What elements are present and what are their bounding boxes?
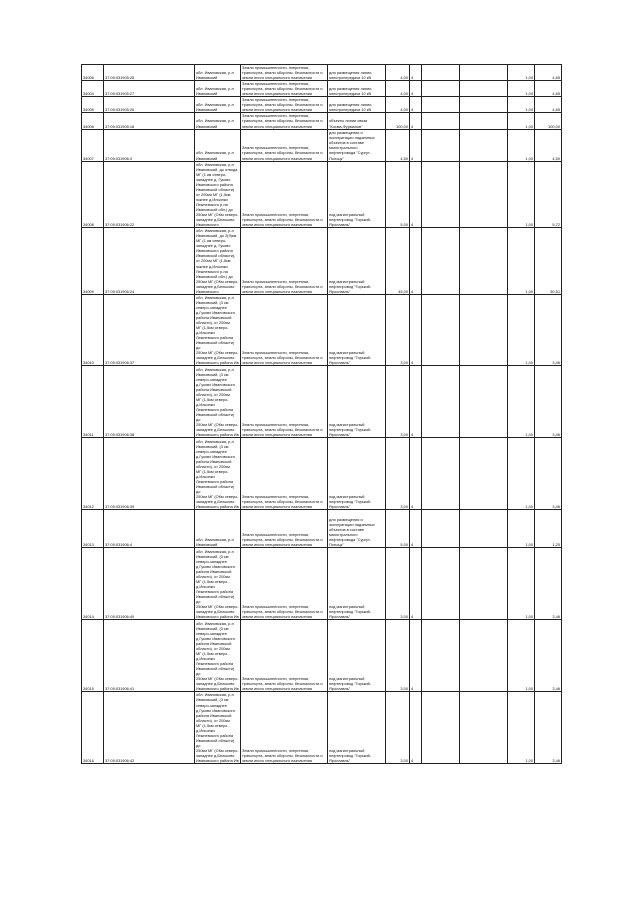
empty-cell xyxy=(422,161,460,228)
unit-code: 4 xyxy=(410,294,422,366)
sum: 50,51 xyxy=(535,228,562,295)
address: обл. Ивановская, р-н Ивановский xyxy=(195,113,241,129)
address: обл. Ивановская, р-н Ивановский, (3 км северо-западнее д.Гуково Ивановского района Ивановской области), от 200км МГ (1,5км северо- д.Ильинки Лежневского района Ивановской области) до 250км МГ (ОКм северо- западнее д.Бельково Ивановского района Ив xyxy=(196,620,239,692)
permitted-use: под магистральный нефтепровод "Горький- Ярославль" xyxy=(328,294,386,366)
empty-cell xyxy=(460,548,508,620)
permitted-use: под магистральный нефтепровод "Горький- Ярославль" xyxy=(328,548,386,620)
table-row xyxy=(82,620,562,692)
area: 3,00 xyxy=(386,294,410,366)
table-row xyxy=(82,161,562,228)
table-row xyxy=(82,366,562,438)
empty-cell xyxy=(460,81,508,97)
area: 45,00 xyxy=(386,228,410,295)
table-body xyxy=(82,65,562,764)
sum: 5,72 xyxy=(535,161,562,228)
unit-code: 4 xyxy=(410,228,422,295)
empty-cell xyxy=(460,510,508,548)
cadastral-number: 37:05:031905:26 xyxy=(104,97,195,113)
empty-cell xyxy=(460,161,508,228)
row-id: 34014 xyxy=(82,548,104,620)
land-category: Земли промышленности, энергетики, транспорта, земли обороны, безопасности и земли иного специального назначения xyxy=(241,161,328,228)
unit-code: 4 xyxy=(410,438,422,510)
table-row xyxy=(82,692,562,764)
sum: 4,65 xyxy=(535,81,562,97)
area: 5,00 xyxy=(386,510,410,548)
cadastral-number: 37:05:031906:39 xyxy=(104,438,195,510)
rate: 1,00 xyxy=(508,161,535,228)
address: обл. Ивановская, р-н Ивановский xyxy=(195,510,241,548)
rate: 1,00 xyxy=(508,692,535,764)
rate: 1,00 xyxy=(508,129,535,161)
land-category: Земли промышленности, энергетики, транспорта, земли обороны, безопасности и земли иного специального назначения xyxy=(241,97,328,113)
sum: 1,25 xyxy=(535,510,562,548)
permitted-use: под магистральный нефтепровод "Горький- Ярославль" xyxy=(328,161,386,228)
area: 4,00 xyxy=(386,81,410,97)
row-id: 34008 xyxy=(82,161,104,228)
unit-code: 4 xyxy=(410,113,422,129)
address: обл. Ивановская, р-н Ивановский xyxy=(195,81,241,97)
permitted-use: под магистральный нефтепровод "Горький- Ярославль" xyxy=(328,620,386,692)
permitted-use: для размещения линии электропередачи 10 кВ xyxy=(328,81,386,97)
table-row xyxy=(82,438,562,510)
row-id: 34007 xyxy=(82,129,104,161)
table-row xyxy=(82,294,562,366)
land-category: Земли промышленности, энергетики, транспорта, земли обороны, безопасности и земли иного специального назначения xyxy=(241,294,328,366)
rate: 1,00 xyxy=(508,548,535,620)
empty-cell xyxy=(460,294,508,366)
empty-cell xyxy=(422,228,460,295)
unit-code: 4 xyxy=(410,510,422,548)
row-id: 34015 xyxy=(82,620,104,692)
empty-cell xyxy=(422,294,460,366)
row-id: 34009 xyxy=(82,228,104,295)
table-row xyxy=(82,81,562,97)
empty-cell xyxy=(460,113,508,129)
rate: 1,00 xyxy=(508,438,535,510)
cadastral-number: 37:05:031905:18 xyxy=(104,113,195,129)
empty-cell xyxy=(422,65,460,81)
empty-cell xyxy=(460,692,508,764)
empty-cell xyxy=(422,510,460,548)
cadastral-number: 37:05:031906:4 xyxy=(104,510,195,548)
address: обл. Ивановская, р-н Ивановский xyxy=(195,97,241,113)
unit-code: 4 xyxy=(410,81,422,97)
empty-cell xyxy=(460,129,508,161)
area: 3,00 xyxy=(386,438,410,510)
table-row xyxy=(82,129,562,161)
empty-cell xyxy=(422,548,460,620)
table-row xyxy=(82,65,562,81)
area: 3,00 xyxy=(386,548,410,620)
empty-cell xyxy=(422,97,460,113)
cadastral-number: 37:05:031906:42 xyxy=(104,692,195,764)
document-sheet xyxy=(81,64,561,764)
rate: 1,00 xyxy=(508,113,535,129)
row-id: 34005 xyxy=(82,97,104,113)
sum: 3,46 xyxy=(535,438,562,510)
sum: 3,46 xyxy=(535,548,562,620)
land-category: Земли промышленности, энергетики, транспорта, земли обороны, безопасности и земли иного специального назначения xyxy=(241,113,328,129)
address: обл. Ивановская, р-н Ивановский, (3 км северо-западнее д.Гуково Ивановского района Ивановской области), от 200км МГ (1,5км северо- д.Ильинки Лежневского района Ивановской области) до 250км МГ (ОКм северо- западнее д.Бельково Ивановского района Ив xyxy=(196,548,239,620)
cadastral-number: 37:05:031906:37 xyxy=(104,294,195,366)
empty-cell xyxy=(422,81,460,97)
row-id: 34011 xyxy=(82,366,104,438)
address: обл. Ивановская, р-н Ивановский, (3 км северо-западнее д.Гуково Ивановского района Ивановской области), от 200км МГ (1,5км северо- д.Ильинки Лежневского района Ивановской области) до 250км МГ (ОКм северо- западнее д.Бельково Ивановского района Ив xyxy=(196,692,239,764)
rate: 1,00 xyxy=(508,620,535,692)
sum: 100,00 xyxy=(535,113,562,129)
cadastral-number: 37:05:031906:22 xyxy=(104,161,195,228)
row-id: 34006 xyxy=(82,113,104,129)
area: 100,00 xyxy=(386,113,410,129)
cadastral-number: 37:05:031905:27 xyxy=(104,81,195,97)
empty-cell xyxy=(422,692,460,764)
empty-cell xyxy=(422,113,460,129)
empty-cell xyxy=(460,97,508,113)
sum: 4,65 xyxy=(535,97,562,113)
empty-cell xyxy=(422,438,460,510)
unit-code: 4 xyxy=(410,548,422,620)
address: обл. Ивановская, р-н Ивановский xyxy=(195,129,241,161)
table-row xyxy=(82,97,562,113)
unit-code: 4 xyxy=(410,65,422,81)
cadastral-number: 37:05:031906:41 xyxy=(104,620,195,692)
sum: 3,46 xyxy=(535,620,562,692)
empty-cell xyxy=(460,65,508,81)
empty-cell xyxy=(460,228,508,295)
sum: 4,50 xyxy=(535,129,562,161)
permitted-use: объекты линии связи "Кохма-Фурманов" xyxy=(328,113,386,129)
land-category: Земли промышленности, энергетики, транспорта, земли обороны, безопасности и земли иного специального назначения xyxy=(241,65,328,81)
area: 4,00 xyxy=(386,65,410,81)
sum: 3,46 xyxy=(535,366,562,438)
land-category: Земли промышленности, энергетики, транспорта, земли обороны, безопасности и земли иного специального назначения xyxy=(241,548,328,620)
land-category: Земли промышленности, энергетики, транспорта, земли обороны, безопасности и земли иного специального назначения xyxy=(241,692,328,764)
table-row xyxy=(82,113,562,129)
permitted-use: для размещения и эксплуатации надземных объектов в составе магистрального нефтепровода "Сургут- Полоцк" xyxy=(328,129,386,161)
land-category: Земли промышленности, энергетики, транспорта, земли обороны, безопасности и земли иного специального назначения xyxy=(241,129,328,161)
area: 4,00 xyxy=(386,97,410,113)
area: 5,00 xyxy=(386,161,410,228)
row-id: 34010 xyxy=(82,294,104,366)
empty-cell xyxy=(422,620,460,692)
cadastral-number: 37:05:031906:40 xyxy=(104,548,195,620)
row-id: 34006 xyxy=(82,65,104,81)
empty-cell xyxy=(460,366,508,438)
permitted-use: для размещения линии электропередачи 10 кВ xyxy=(328,65,386,81)
address: обл. Ивановская, р-н Ивановский, (3 км северо-западнее д.Гуково Ивановского района Ивановской области), от 200км МГ (1,5км северо- д.Ильинки Лежневского района Ивановской области) до 250км МГ (ОКм северо- западнее д.Бельково Ивановского района Ив xyxy=(196,366,239,438)
row-id: 34016 xyxy=(82,692,104,764)
address: обл. Ивановская, р-н Ивановский xyxy=(195,65,241,81)
area: 3,00 xyxy=(386,366,410,438)
land-category: Земли промышленности, энергетики, транспорта, земли обороны, безопасности и земли иного специального назначения xyxy=(241,366,328,438)
unit-code: 4 xyxy=(410,97,422,113)
row-id: 34004 xyxy=(82,81,104,97)
area: 3,00 xyxy=(386,620,410,692)
cadastral-number: 37:05:031906:3 xyxy=(104,129,195,161)
table-row xyxy=(82,510,562,548)
table-row xyxy=(82,548,562,620)
area: 4,50 xyxy=(386,129,410,161)
sum: 3,46 xyxy=(535,294,562,366)
address: обл. Ивановская, р-н Ивановский, до отвода МГ (1 км северо- западнее д. Гуково Ивановского района Ивановской области) от 200км МГ (1,5км южнее д.Ильинки Лежневского р-на Ивановской обл.) до 250км МГ (ОКм северо- западнее д.Бельково Ивановского xyxy=(196,161,239,228)
cadastral-number: 37:05:031906:38 xyxy=(104,366,195,438)
land-category: Земли промышленности, энергетики, транспорта, земли обороны, безопасности и земли иного специального назначения xyxy=(241,620,328,692)
row-id: 34012 xyxy=(82,438,104,510)
rate: 1,00 xyxy=(508,228,535,295)
address: обл. Ивановская, р-н Ивановский, до 2(9)км МГ (1 км северо- западнее д. Гуково Ивановского района Ивановской области), от 200км МГ (1,5км южнее д.Ильинки Лежневского р-на Ивановской обл.) до 250км МГ (ОКм северо- западнее д.Бельково Ивановского xyxy=(196,228,239,294)
rate: 1,00 xyxy=(508,366,535,438)
land-category: Земли промышленности, энергетики, транспорта, земли обороны, безопасности и земли иного специального назначения xyxy=(241,438,328,510)
area: 3,00 xyxy=(386,692,410,764)
land-plots-table xyxy=(81,64,562,764)
sum: 3,46 xyxy=(535,692,562,764)
cadastral-number: 37:05:031906:24 xyxy=(104,228,195,295)
empty-cell xyxy=(422,129,460,161)
empty-cell xyxy=(460,438,508,510)
land-category: Земли промышленности, энергетики, транспорта, земли обороны, безопасности и земли иного специального назначения xyxy=(241,510,328,548)
rate: 1,00 xyxy=(508,510,535,548)
land-category: Земли промышленности, энергетики, транспорта, земли обороны, безопасности и земли иного специального назначения xyxy=(241,228,328,295)
permitted-use: под магистральный нефтепровод "Горький- Ярославль" xyxy=(328,366,386,438)
permitted-use: под магистральный нефтепровод "Горький- Ярославль" xyxy=(328,692,386,764)
unit-code: 4 xyxy=(410,129,422,161)
land-category: Земли промышленности, энергетики, транспорта, земли обороны, безопасности и земли иного специального назначения xyxy=(241,81,328,97)
address: обл. Ивановская, р-н Ивановский, (3 км северо-западнее д.Гуково Ивановского района Ивановской области), от 200км МГ (1,5км северо- д.Ильинки Лежневского района Ивановской области) до 250км МГ (ОКм северо- западнее д.Бельково Ивановского района Ив xyxy=(196,294,239,366)
rate: 1,00 xyxy=(508,294,535,366)
empty-cell xyxy=(422,366,460,438)
row-id: 34013 xyxy=(82,510,104,548)
address: обл. Ивановская, р-н Ивановский, (3 км северо-западнее д.Гуково Ивановского района Ивановской области), от 200км МГ (1,5км северо- д.Ильинки Лежневского района Ивановской области) до 250км МГ (ОКм северо- западнее д.Бельково Ивановского района Ив xyxy=(196,438,239,510)
permitted-use: для размещения и эксплуатации надземных объектов в составе магистрального нефтепровода "Сургут- Полоцк" xyxy=(328,510,386,548)
permitted-use: для размещения линии электропередачи 10 кВ xyxy=(328,97,386,113)
rate: 1,00 xyxy=(508,81,535,97)
unit-code: 4 xyxy=(410,620,422,692)
rate: 1,00 xyxy=(508,97,535,113)
permitted-use: под магистральный нефтепровод "Горький- Ярославль" xyxy=(328,438,386,510)
empty-cell xyxy=(460,620,508,692)
cadastral-number: 37:05:031905:28 xyxy=(104,65,195,81)
unit-code: 4 xyxy=(410,161,422,228)
permitted-use: под магистральный нефтепровод "Горький- Ярославль" xyxy=(328,228,386,295)
unit-code: 4 xyxy=(410,366,422,438)
unit-code: 4 xyxy=(410,692,422,764)
sum: 4,65 xyxy=(535,65,562,81)
rate: 1,00 xyxy=(508,65,535,81)
table-row xyxy=(82,228,562,295)
